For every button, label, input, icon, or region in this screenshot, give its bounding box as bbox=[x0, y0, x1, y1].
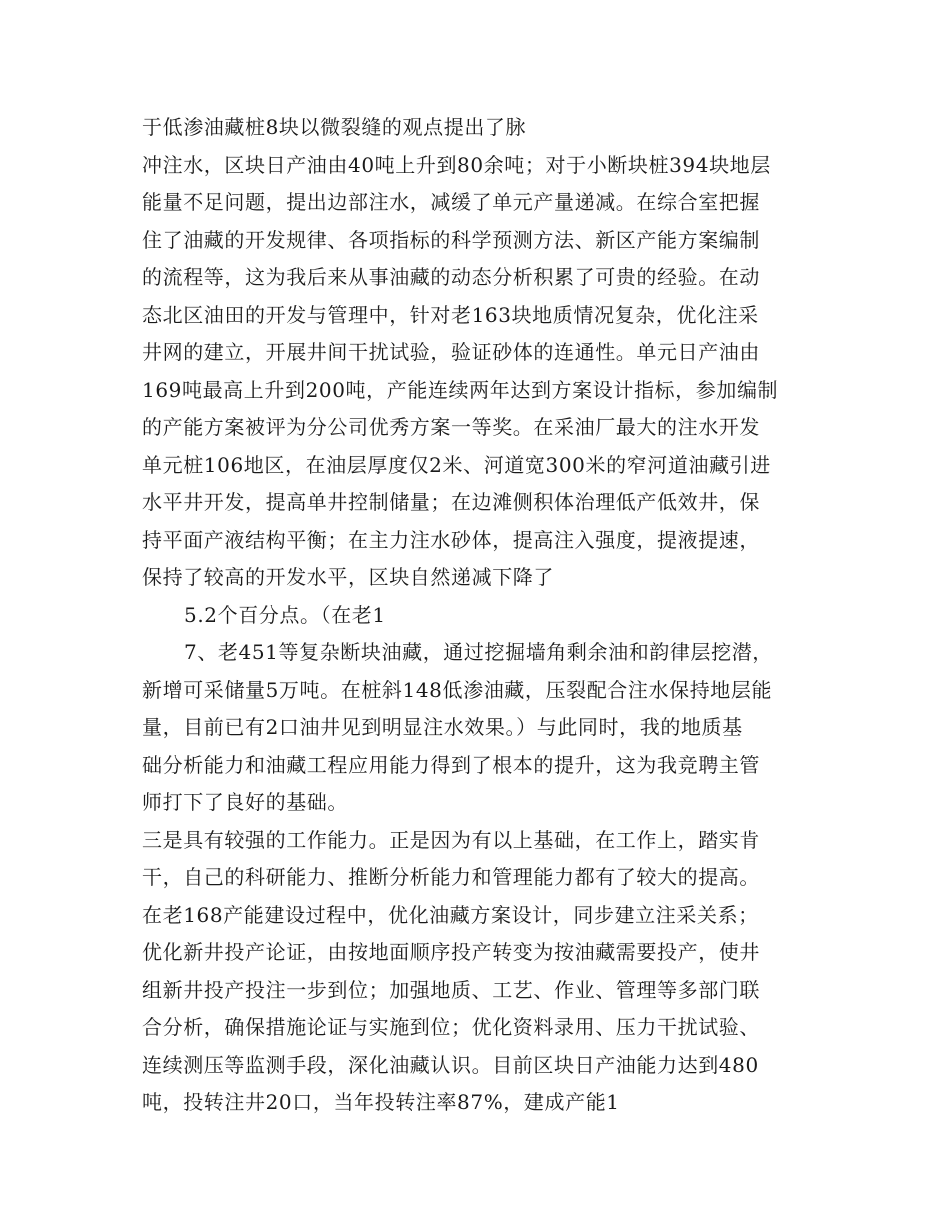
text-line: 的流程等，这为我后来从事油藏的动态分析积累了可贵的经验。在动 bbox=[142, 265, 760, 289]
text-line: 169吨最高上升到200吨，产能连续两年达到方案设计指标，参加编制 bbox=[142, 377, 779, 402]
text-line: 井网的建立，开展井间干扰试验，验证砂体的连通性。单元日产油由 bbox=[142, 340, 760, 364]
text-line: 优化新井投产论证，由按地面顺序投产转变为按油藏需要投产，使井 bbox=[142, 940, 760, 964]
text-line: 三是具有较强的工作能力。正是因为有以上基础，在工作上，踏实肯 bbox=[142, 827, 760, 852]
text-line: 础分析能力和油藏工程应用能力得到了根本的提升，这为我竞聘主管 bbox=[142, 752, 760, 777]
text-line: 冲注水，区块日产油由40吨上升到80余吨；对于小断块桩394块地层 bbox=[142, 152, 771, 177]
text-line: 量，目前已有2口油井见到明显注水效果。）与此同时，我的地质基 bbox=[142, 715, 743, 739]
text-line: 干，自己的科研能力、推断分析能力和管理能力都有了较大的提高。 bbox=[142, 865, 760, 889]
text-line: 单元桩106地区，在油层厚度仅2米、河道宽300米的窄河道油藏引进 bbox=[142, 452, 771, 477]
text-line: 态北区油田的开发与管理中，针对老163块地质情况复杂，优化注采 bbox=[142, 302, 759, 327]
text-line: 能量不足问题，提出边部注水，减缓了单元产量递减。在综合室把握 bbox=[142, 190, 760, 214]
text-line: 组新井投产投注一步到位；加强地质、工艺、作业、管理等多部门联 bbox=[142, 977, 760, 1002]
text-line: 连续测压等监测手段，深化油藏认识。目前区块日产油能力达到480 bbox=[142, 1052, 759, 1077]
text-line: 新增可采储量5万吨。在桩斜148低渗油藏，压裂配合注水保持地层能 bbox=[142, 677, 773, 702]
body-text bbox=[142, 109, 812, 1122]
text-line: 水平井开发，提高单井控制储量；在边滩侧积体治理低产低效井，保 bbox=[142, 490, 760, 514]
text-line: 5.2个百分点。（在老1 bbox=[184, 602, 386, 627]
text-line: 合分析，确保措施论证与实施到位；优化资料录用、压力干扰试验、 bbox=[142, 1015, 760, 1039]
text-line: 保持了较高的开发水平，区块自然递减下降了 bbox=[142, 565, 554, 589]
text-line: 持平面产液结构平衡；在主力注水砂体，提高注入强度，提液提速， bbox=[142, 527, 760, 552]
text-line: 师打下了良好的基础。 bbox=[142, 790, 348, 814]
text-line: 的产能方案被评为分公司优秀方案一等奖。在采油厂最大的注水开发 bbox=[142, 415, 760, 439]
text-line: 于低渗油藏桩8块以微裂缝的观点提出了脉 bbox=[142, 115, 527, 139]
text-line: 7、老451等复杂断块油藏，通过挖掘墙角剩余油和韵律层挖潜， bbox=[184, 640, 773, 664]
text-line: 住了油藏的开发规律、各项指标的科学预测方法、新区产能方案编制 bbox=[142, 227, 760, 252]
text-line: 在老168产能建设过程中，优化油藏方案设计，同步建立注采关系； bbox=[142, 902, 759, 927]
text-line: 吨，投转注井20口，当年投转注率87%，建成产能1 bbox=[142, 1090, 620, 1114]
